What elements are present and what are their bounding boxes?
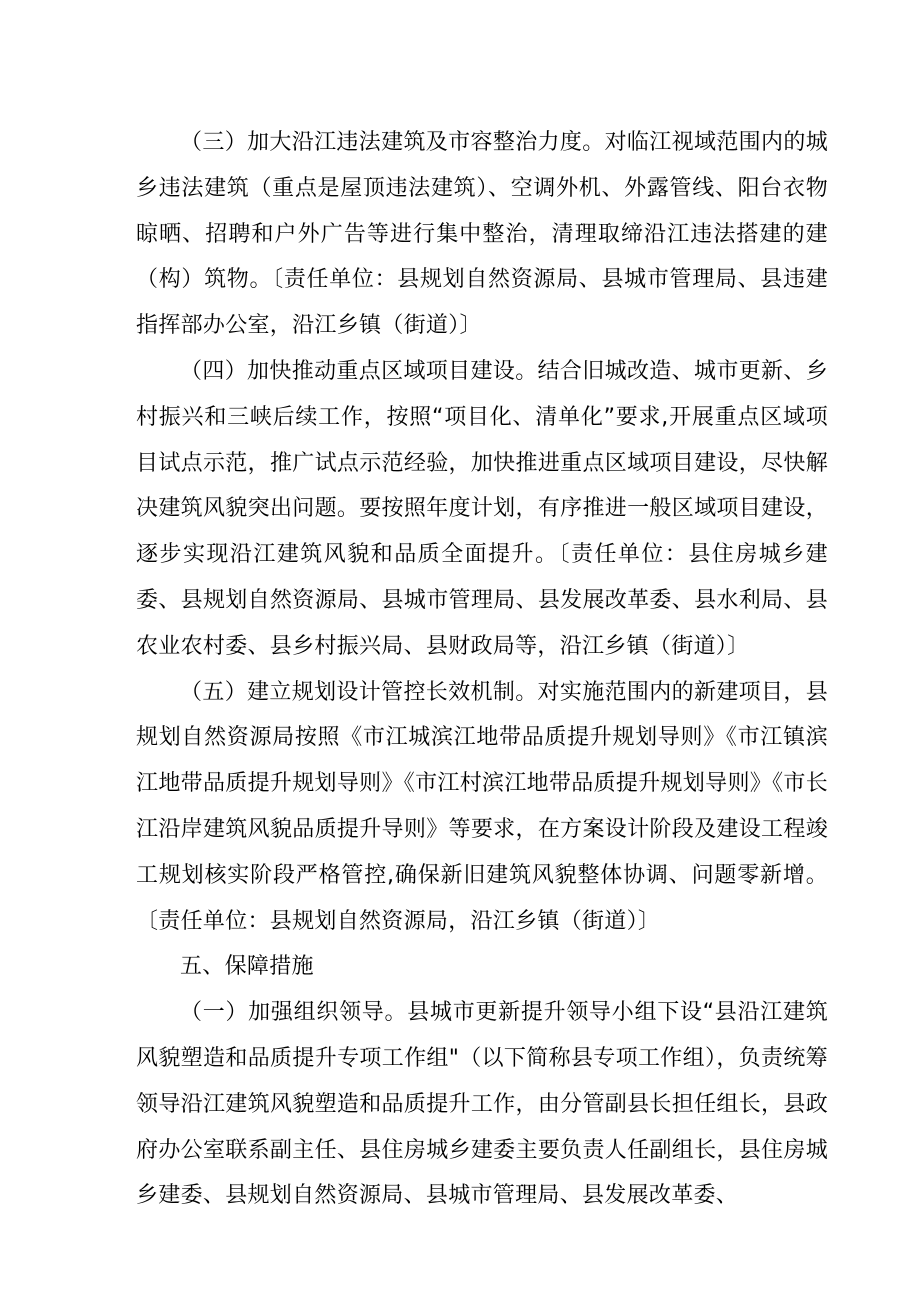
paragraph-section-three: （三）加大沿江违法建筑及市容整治力度。对临江视域范围内的城乡违法建筑（重点是屋顶违法建筑）、空调外机、外露管线、阳台衣物晾晒、招聘和户外广告等进行集中整治，清理取缔沿江违法搭建的建（构）筑物。〔责任单位：县规划自然资源局、县城市管理局、县违建指挥部办公室，沿江乡镇（街道）〕 xyxy=(136,130,828,339)
paragraph-section-five: （五）建立规划设计管控长效机制。对实施范围内的新建项目，县规划自然资源局按照《市江城滨江地带品质提升规划导则》《市江镇滨江地带品质提升规划导则》《市江村滨江地带品质提升规划导则》《市长江沿岸建筑风貌品质提升导则》等要求，在方案设计阶段及建设工程竣工规划核实阶段严格管控,确保新旧建筑风貌整体协调、问题零新增。〔责任单位：县规划自然资源局，沿江乡镇（街道）〕 xyxy=(136,679,828,934)
paragraph-section-four: （四）加快推动重点区域项目建设。结合旧城改造、城市更新、乡村振兴和三峡后续工作，按照“项目化、清单化”要求,开展重点区域项目试点示范，推广试点示范经验，加快推进重点区域项目建设，尽快解决建筑风貌突出问题。要按照年度计划，有序推进一般区域项目建设，逐步实现沿江建筑风貌和品质全面提升。〔责任单位：县住房城乡建委、县规划自然资源局、县城市管理局、县发展改革委、县水利局、县农业农村委、县乡村振兴局、县财政局等，沿江乡镇（街道）〕 xyxy=(136,358,828,659)
paragraph-organization-leadership: （一）加强组织领导。县城市更新提升领导小组下设“县沿江建筑风貌塑造和品质提升专项工作组"（以下简称县专项工作组），负责统筹领导沿江建筑风貌塑造和品质提升工作，由分管副县长担任组长，县政府办公室联系副主任、县住房城乡建委主要负责人任副组长，县住房城乡建委、县规划自然资源局、县城市管理局、县发展改革委、 xyxy=(136,1000,828,1209)
section-heading-safeguards: 五、保障措施 xyxy=(180,954,314,980)
document-page xyxy=(136,120,828,1219)
